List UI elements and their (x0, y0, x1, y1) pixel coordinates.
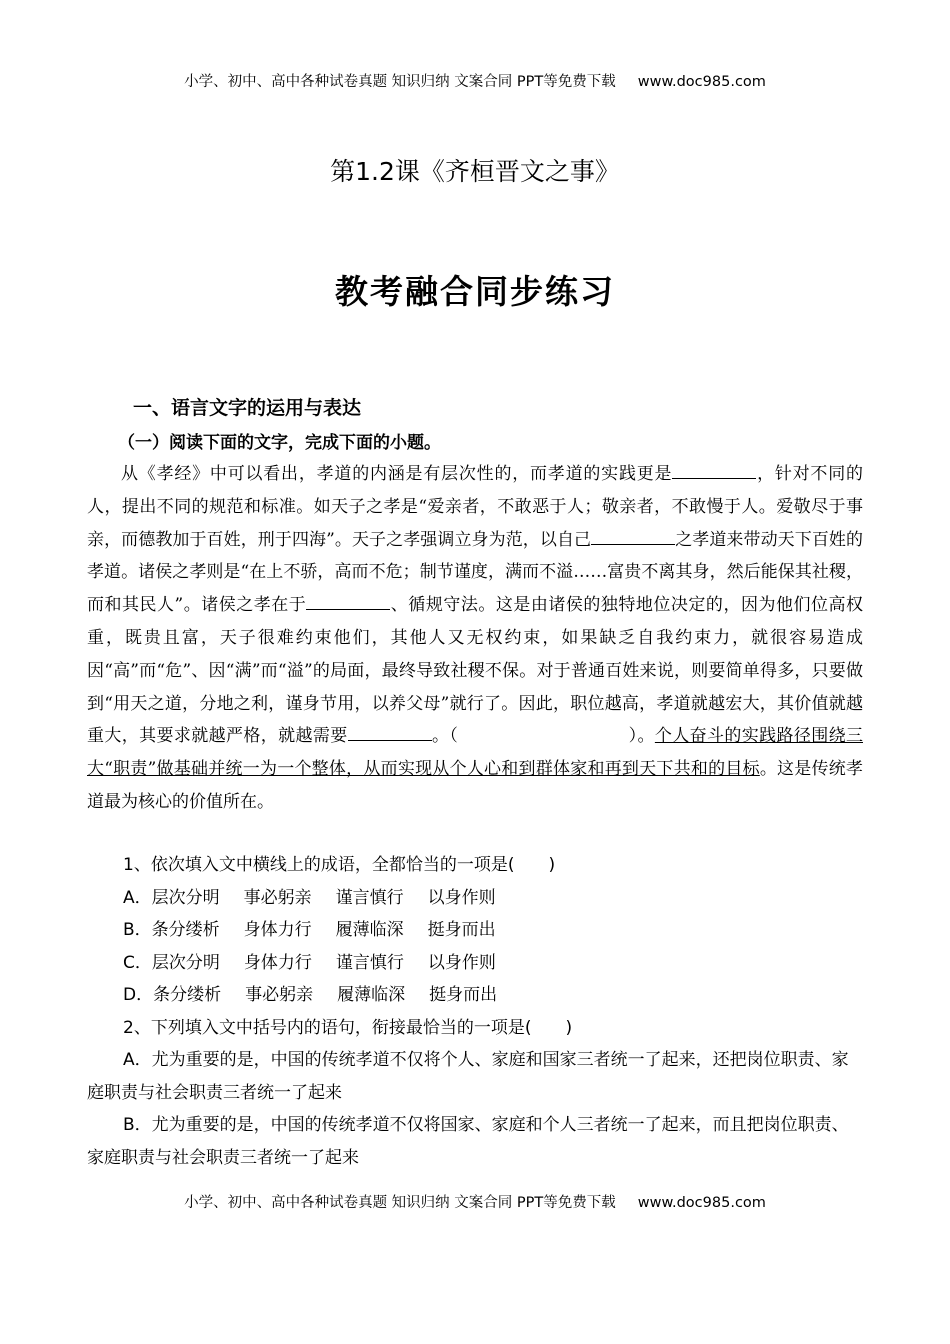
subsection-heading: （一）阅读下面的文字，完成下面的小题。 (118, 433, 441, 453)
passage-text-7: 。这是传统孝道最为核心的价值所在。 (87, 759, 863, 812)
page-header (0, 70, 950, 91)
fill-blank-3 (306, 595, 390, 610)
header-text: 小学、初中、高中各种试卷真题 知识归纳 文案合同 PPT等免费下载 (184, 74, 616, 90)
question-1-option-b: B．条分缕析 身体力行 履薄临深 挺身而出 (123, 920, 496, 940)
underlined-sentence: 个人奋斗的实践路径围绕三大“职责”做基础并统一为一个整体，从而实现从个人心和到群体家和再到天下共和的目标 (87, 726, 863, 780)
fill-blank-2 (591, 530, 675, 545)
page-footer (0, 1191, 950, 1212)
passage-text-3: 之孝道来带动天下百姓的孝道。诸侯之孝则是“在上不骄，高而不危；制节谨度，满而不溢……富贵不离其身，然后能保其社稷，而和其民人”。诸侯之孝在于 (87, 529, 863, 616)
header-url[interactable]: www.doc985.com (637, 74, 766, 90)
passage-text-6: ）。 (628, 726, 655, 747)
footer-url[interactable]: www.doc985.com (637, 1195, 766, 1211)
passage-text-1: 从《孝经》中可以看出，孝道的内涵是有层次性的，而孝道的实践更是 (121, 464, 673, 484)
question-1 (87, 849, 863, 1174)
question-1-option-a: A．层次分明 事必躬亲 谨言慎行 以身作则 (123, 887, 496, 908)
fill-blank-4 (348, 726, 432, 741)
lesson-title: 第1.2课《齐桓晋文之事》 (330, 157, 620, 186)
footer-text: 小学、初中、高中各种试卷真题 知识归纳 文案合同 PPT等免费下载 (184, 1195, 616, 1211)
question-1-option-d: D．条分缕析 事必躬亲 履薄临深 挺身而出 (123, 985, 498, 1005)
question-1-option-c: C．层次分明 身体力行 谨言慎行 以身作则 (123, 952, 496, 973)
question-2-option-b: B．尤为重要的是，中国的传统孝道不仅将国家、家庭和个人三者统一了起来，而且把岗位职责、家庭职责与社会职责三者统一了起来 (87, 1115, 849, 1168)
question-2-option-a: A．尤为重要的是，中国的传统孝道不仅将个人、家庭和国家三者统一了起来，还把岗位职责、家庭职责与社会职责三者统一了起来 (87, 1050, 849, 1103)
section-heading: 一、语言文字的运用与表达 (133, 397, 362, 419)
passage-text-2: ，针对不同的人，提出不同的规范和标准。如天子之孝是“爱亲者，不敢恶于人；敬亲者，不敢慢于人。爱敬尽于事亲，而德教加于百姓，刑于四海”。天子之孝强调立身为范，以自己 (87, 464, 863, 550)
passage-text-4: 、循规守法。这是由诸侯的独特地位决定的，因为他们位高权重，既贵且富，天子很难约束他们，其他人又无权约束，如果缺乏自我约束力，就很容易造成因“高”而“危”、因“满”而“溢”的局面，最终导致社稷不保。对于普通百姓来说，则要简单得多，只要做到“用天之道，分地之利，谨身节用，以养父母”就行了。因此，职位越高，孝道就越宏大，其价值就越重大，其要求就越严格，就越需要 (87, 595, 863, 747)
exercise-title: 教考融合同步练习 (335, 272, 615, 311)
fill-blank-1 (672, 464, 756, 479)
passage-text-5: 。（ (431, 726, 459, 747)
question-2-stem: 2、下列填入文中括号内的语句，衔接最恰当的一项是( ) (123, 1017, 573, 1038)
reading-passage (87, 458, 863, 819)
question-1-stem: 1、依次填入文中横线上的成语，全都恰当的一项是( ) (123, 855, 556, 875)
